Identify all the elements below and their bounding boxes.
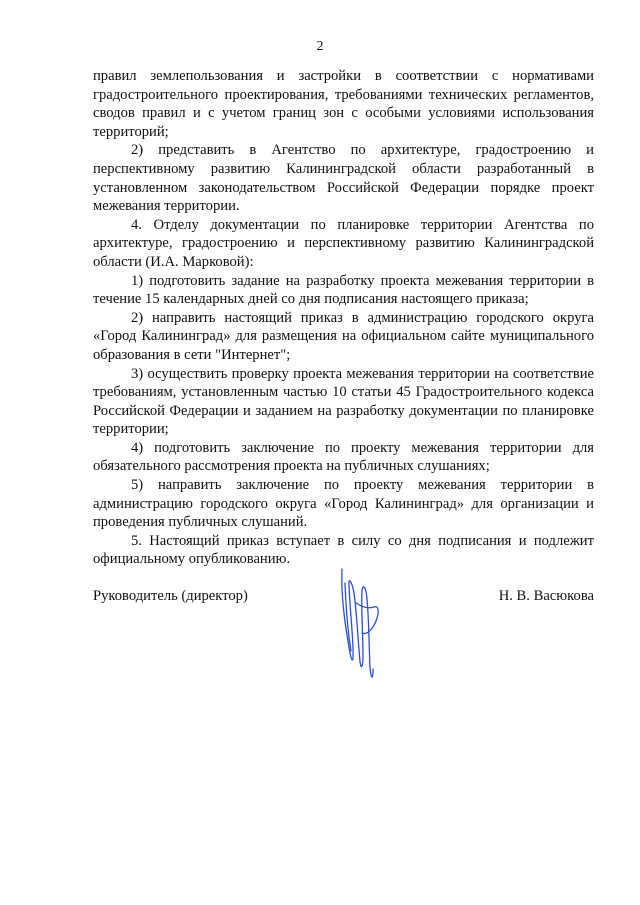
document-body <box>93 67 594 569</box>
paragraph-item-send-order: 2) направить настоящий приказ в администрацию городского округа «Город Калининград» для размещения на официальном сайте муниципального образования в сети "Интернет"; <box>93 309 594 363</box>
paragraph-item-prepare-task: 1) подготовить задание на разработку проекта межевания территории в течение 15 календарных дней со дня подписания настоящего приказа; <box>93 272 594 308</box>
page-number: 2 <box>316 39 324 54</box>
paragraph-clause-5: 5. Настоящий приказ вступает в силу со дня подписания и подлежит официальному опубликованию. <box>93 532 594 568</box>
paragraph-item-submit-project: 2) представить в Агентство по архитектуре, градостроению и перспективному развитию Калининградской области разработанный в установленном законодательством Российской Федерации порядке проект межевания территории. <box>93 142 594 215</box>
paragraph-clause-4: 4. Отделу документации по планировке территории Агентства по архитектуре, градостроению и перспективному развитию Калининградской области (И.А. Марковой): <box>93 216 594 270</box>
paragraph-continuation: правил землепользования и застройки в соответствии с нормативами градостроительного проектирования, требованиями технических регламентов, сводов правил и с учетом границ зон с особыми условиями использования территорий; <box>93 68 594 140</box>
signatory-name: Н. В. Васюкова <box>498 588 594 604</box>
handwritten-signature-icon <box>336 563 384 685</box>
signatory-title: Руководитель (директор) <box>93 588 248 604</box>
paragraph-item-check-project: 3) осуществить проверку проекта межевания территории на соответствие требованиям, установленным частью 10 статьи 45 Градостроительного кодекса Российской Федерации и заданием на разработку документации по планировке территории; <box>93 365 594 438</box>
paragraph-item-send-conclusion: 5) направить заключение по проекту межевания территории в администрацию городского округа «Город Калининград» для организации и проведения публичных слушаний. <box>93 477 594 531</box>
paragraph-item-prepare-conclusion: 4) подготовить заключение по проекту межевания территории для обязательного рассмотрения проекта на публичных слушаниях; <box>93 439 594 475</box>
